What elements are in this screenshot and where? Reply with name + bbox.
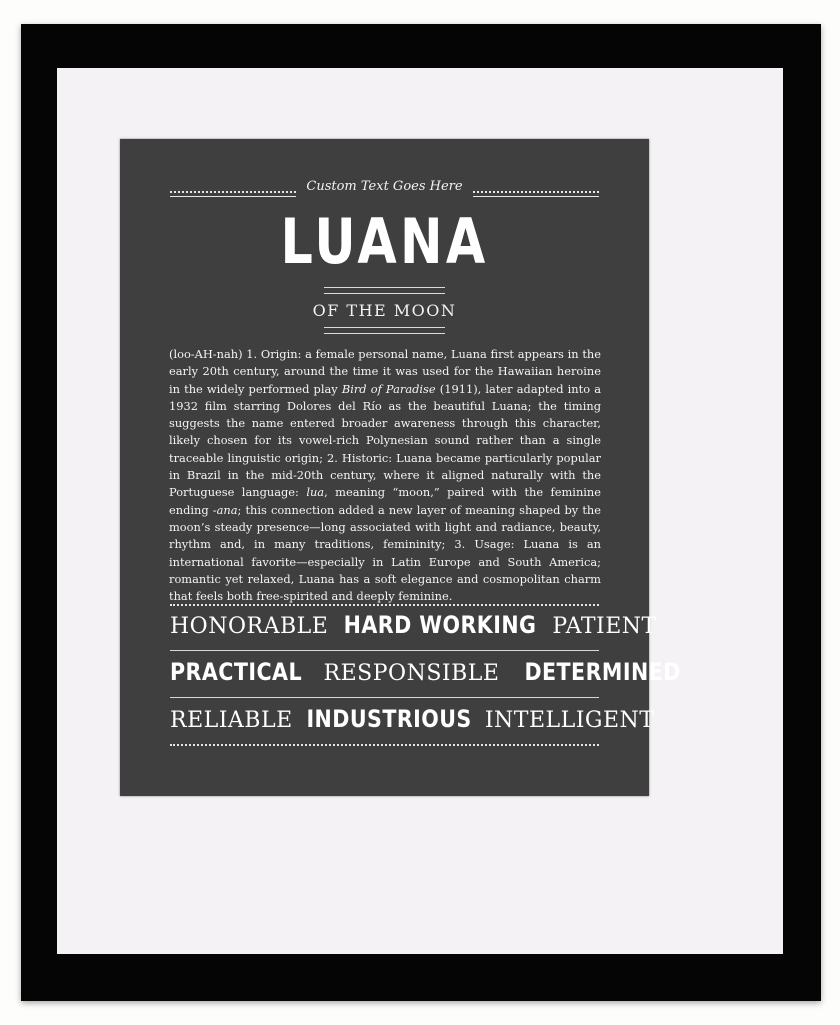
trait: HONORABLE <box>170 614 329 639</box>
word-lua: lua <box>306 485 325 500</box>
rule-above-meaning <box>324 287 445 294</box>
trait: DETERMINED <box>524 658 682 686</box>
trait-divider-2 <box>170 697 599 698</box>
custom-text-header <box>170 177 599 201</box>
definition-part-4: ; this connection added a new layer of meaning shaped by the moon’s steady presence—long associated with light and radiance, beauty, rhythm and, in many traditions, femininity; 3. Usage: Luana is an international favorite—especially in Latin Europe and South America; romantic yet relaxed, Luana has a soft elegance and cosmopolitan charm that feels both free-spirited and deeply feminine. <box>169 502 601 604</box>
definition-part-3: , meaning “moon,” paired with the feminine ending <box>169 485 601 517</box>
rule-below-meaning <box>324 327 445 334</box>
trait-row-3 <box>170 705 655 739</box>
name-meaning: OF THE MOON <box>312 301 457 320</box>
trait: INTELLIGENT <box>484 708 655 733</box>
trait: PATIENT <box>552 614 657 639</box>
dotted-divider-top <box>170 604 599 606</box>
trait-divider-1 <box>170 650 599 651</box>
dotted-rule-left <box>170 191 296 197</box>
trait-row-2 <box>170 658 682 692</box>
trait: RELIABLE <box>170 708 293 733</box>
name-title: LUANA <box>280 205 489 278</box>
name-print <box>120 139 682 796</box>
definition-part-2: (1911), later adapted into a 1932 film starring Dolores del Río as the beautiful Luana; the timing suggests the name entered broader awareness through this character, likely chosen for its vowel-rich Polynesian sound rather than a single traceable linguistic origin; 2. Historic: Luana became particularly popular in Brazil in the mid-20th century, where it aligned naturally with the Portuguese language: <box>169 381 602 500</box>
dotted-divider-bottom <box>170 744 599 746</box>
trait: PRACTICAL <box>170 658 303 686</box>
picture-frame <box>21 24 821 1001</box>
trait: INDUSTRIOUS <box>306 705 472 733</box>
dotted-rule-right <box>473 191 599 197</box>
trait: RESPONSIBLE <box>323 661 500 686</box>
name-definition <box>169 346 601 605</box>
play-title: Bird of Paradise <box>341 381 436 396</box>
trait-row-1 <box>170 611 657 645</box>
word-ana: -ana <box>212 502 238 517</box>
definition-part-1: (loo-AH-nah) 1. Origin: a female personal name, Luana first appears in the early 20th century, around the time it was used for the Hawaiian heroine in the widely performed play <box>169 347 601 396</box>
custom-text: Custom Text Goes Here <box>306 179 463 194</box>
trait: HARD WORKING <box>343 611 537 639</box>
